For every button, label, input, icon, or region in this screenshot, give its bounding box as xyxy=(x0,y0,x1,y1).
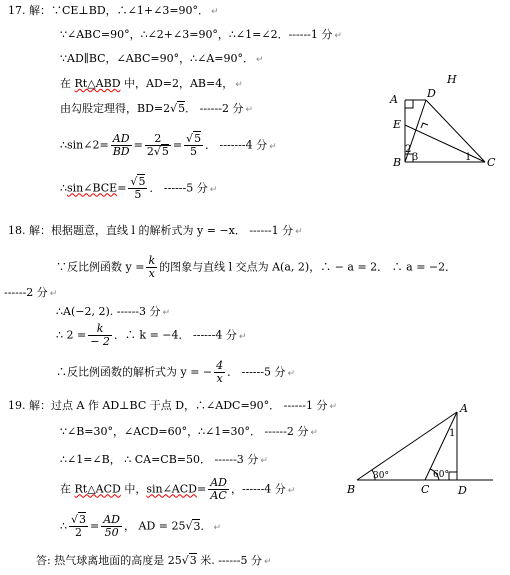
p17-line3: ∵AD∥BC，∠ABC=90°，∴∠A=90°． ↵ xyxy=(60,52,264,65)
p17-line6: ∴sin∠2= $\frac{AD}{BD}$ = $\frac{2}{2√5}$ = $\frac{√5}{5}$ ． -------4 分 ↵ xyxy=(60,132,277,158)
frac-root3-2: $\frac{√3}{2}$ xyxy=(71,513,87,539)
p19-line5: ∴ $\frac{√3}{2}$ = $\frac{AD}{50}$ ， AD = 25√3． ↵ xyxy=(60,513,222,539)
fig19-label-D: D xyxy=(458,484,467,497)
fig17-angle-2: 2 xyxy=(405,144,412,155)
fig17-label-E: E xyxy=(393,118,402,131)
p18-line6: ∴反比例函数的解析式为 y = − $\frac{4}{x}$ ． ------5 分 ↵ xyxy=(56,359,295,385)
fig19-angle-1: 1 xyxy=(449,428,456,439)
fig19-label-C: C xyxy=(421,483,430,496)
frac-ad-bd: $\frac{AD}{BD}$ xyxy=(112,132,130,158)
frac-2-2root5: $\frac{2}{2√5}$ xyxy=(146,132,169,158)
p17-line5: 由勾股定理得，BD=2√5． ------2 分 ↵ xyxy=(60,102,253,115)
fig17-label-B: B xyxy=(393,156,402,169)
fig17-label-C: C xyxy=(487,156,496,169)
frac-ad-ac: $\frac{AD}{AC}$ xyxy=(210,476,227,502)
frac-root5-5: $\frac{√5}{5}$ xyxy=(186,132,202,158)
p17-line4: 在 Rt△ABD 中，AD=2，AB=4， ↵ xyxy=(60,77,243,90)
fig17-label-A: A xyxy=(390,93,398,106)
fig17-angle-3: 3 xyxy=(412,152,419,163)
fig19-angle-30: 30° xyxy=(373,471,389,481)
fig19-label-B: B xyxy=(347,483,356,496)
p18-line5: ∴ 2 = $\frac{k}{- 2}$ ．∴ k = −4． ------4 分 ↵ xyxy=(56,322,247,348)
frac-k-neg2: $\frac{k}{- 2}$ xyxy=(90,322,110,348)
fig17-label-H: H xyxy=(447,73,457,86)
fig19-label-A: A xyxy=(460,402,468,415)
p19-line1: 19. 解：过点 A 作 AD⊥BC 于点 D，∴∠ADC=90°． ------1 分 ↵ xyxy=(8,399,337,412)
frac-4-x: $\frac{4}{x}$ xyxy=(216,359,224,385)
figure-19 xyxy=(345,398,505,498)
p19-answer: 答: 热气球离地面的高度是 25√3 米. ------5 分 ↵ xyxy=(36,554,272,567)
p19-line2: ∵∠B=30°，∠ACD=60°，∴∠1=30°． ------2 分 ↵ xyxy=(60,425,318,438)
p17-line7: ∴sin∠BCE= $\frac{√5}{5}$ ． ------5 分 ↵ xyxy=(60,175,218,201)
p18-line3: ------2 分 ↵ xyxy=(4,286,58,299)
p17-line1: 17. 解：∵CE⊥BD，∴∠1+∠3=90°． ↵ xyxy=(8,4,219,17)
fig17-label-D: D xyxy=(427,87,436,100)
p19-line4: 在 Rt△ACD 中，sin∠ACD= $\frac{AD}{AC}$ ，------4 分 ↵ xyxy=(60,476,296,502)
p19-line3: ∴∠1=∠B， ∴ CA=CB=50． ------3 分 ↵ xyxy=(60,453,268,466)
frac-k-x: $\frac{k}{x}$ xyxy=(148,254,156,280)
fig19-angle-60: 60° xyxy=(433,470,449,480)
figure-17 xyxy=(385,70,510,170)
fig17-angle-1: 1 xyxy=(465,152,472,163)
frac-root5-5b: $\frac{√5}{5}$ xyxy=(130,175,146,201)
frac-ad-50: $\frac{AD}{50}$ xyxy=(103,513,120,539)
p18-line2: ∵反比例函数 y = $\frac{k}{x}$ 的图象与直线 l 交点为 A(a, 2)，∴ − a = 2． ∴ a = −2． xyxy=(56,254,457,280)
p18-line4: ∴A(−2, 2). ------3 分 ↵ xyxy=(56,305,171,318)
p17-line2: ∵∠ABC=90°，∴∠2+∠3=90°，∴∠1=∠2．------1 分 ↵ xyxy=(60,28,342,41)
p18-line1: 18. 解：根据题意，直线 l 的解析式为 y = −x． ------1 分 ↵ xyxy=(8,224,303,237)
